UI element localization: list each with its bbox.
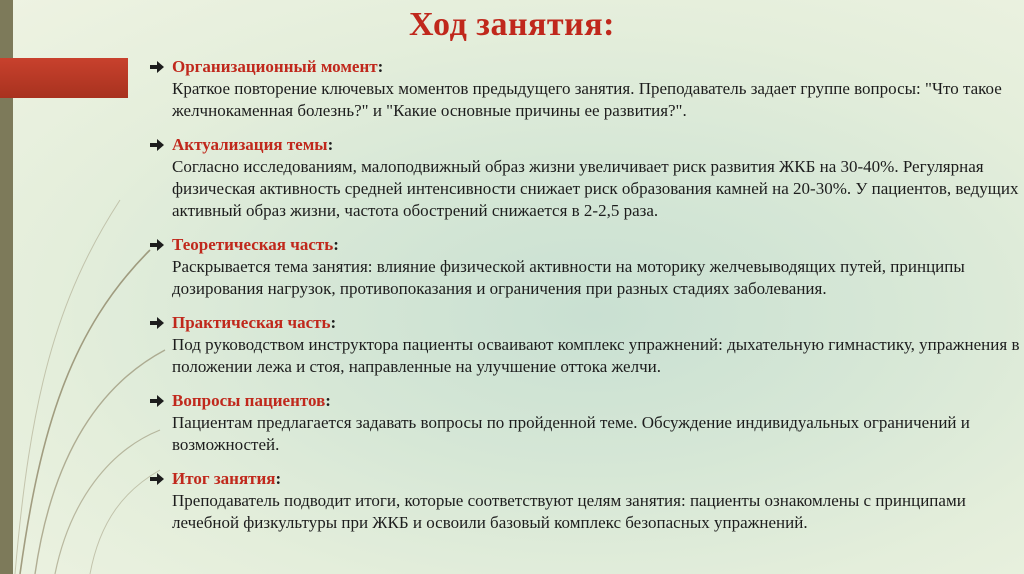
arrow-bullet-icon: [150, 473, 164, 485]
section-heading: Организационный момент:: [172, 57, 384, 76]
section-text: Раскрывается тема занятия: влияние физической активности на моторику желчевыводящих путей, принципы дозирования нагрузок, противопоказания и ограничения при разных стадиях заболевания.: [172, 257, 965, 298]
slide-title: Ход занятия:: [409, 6, 615, 43]
section-heading: Итог занятия:: [172, 469, 282, 488]
section-text: Под руководством инструктора пациенты осваивают комплекс упражнений: дыхательную гимнастику, упражнения в положении лежа и стоя, направленные на улучшение оттока желчи.: [172, 335, 1020, 376]
list-item: [150, 390, 1022, 456]
section-heading-text: Вопросы пациентов: [172, 391, 326, 410]
list-item: [150, 312, 1022, 378]
section-heading-text: Организационный момент: [172, 57, 378, 76]
list-item: [150, 468, 1022, 534]
section-heading-text: Итог занятия: [172, 469, 276, 488]
section-text: Пациентам предлагается задавать вопросы по пройденной теме. Обсуждение индивидуальных ограничений и возможностей.: [172, 413, 970, 454]
list-item: [150, 134, 1022, 222]
content-list: [150, 56, 1022, 546]
list-item: [150, 234, 1022, 300]
arrow-bullet-icon: [150, 139, 164, 151]
section-heading: Вопросы пациентов:: [172, 391, 331, 410]
arrow-bullet-icon: [150, 61, 164, 73]
section-heading: Практическая часть:: [172, 313, 337, 332]
list-item: [150, 56, 1022, 122]
section-heading: Актуализация темы:: [172, 135, 334, 154]
section-heading: Теоретическая часть:: [172, 235, 339, 254]
section-text: Согласно исследованиям, малоподвижный образ жизни увеличивает риск развития ЖКБ на 30-40%. Регулярная физическая активность средней интенсивности снижает риск образования камней на 20-30%. У пациентов, ведущих активный образ жизни, частота обострений снижается в 2-2,5 раза.: [172, 157, 1019, 220]
arrow-bullet-icon: [150, 395, 164, 407]
arrow-bullet-icon: [150, 239, 164, 251]
section-heading-text: Теоретическая часть: [172, 235, 334, 254]
section-heading-text: Актуализация темы: [172, 135, 328, 154]
section-text: Краткое повторение ключевых моментов предыдущего занятия. Преподаватель задает группе вопросы: "Что такое желчнокаменная болезнь?" и "Какие основные причины ее развития?".: [172, 79, 1002, 120]
section-heading-text: Практическая часть: [172, 313, 331, 332]
section-text: Преподаватель подводит итоги, которые соответствуют целям занятия: пациенты ознакомлены с принципами лечебной физкультуры при ЖКБ и освоили базовый комплекс безопасных упражнений.: [172, 491, 966, 532]
red-accent-banner: [0, 58, 128, 98]
arrow-bullet-icon: [150, 317, 164, 329]
